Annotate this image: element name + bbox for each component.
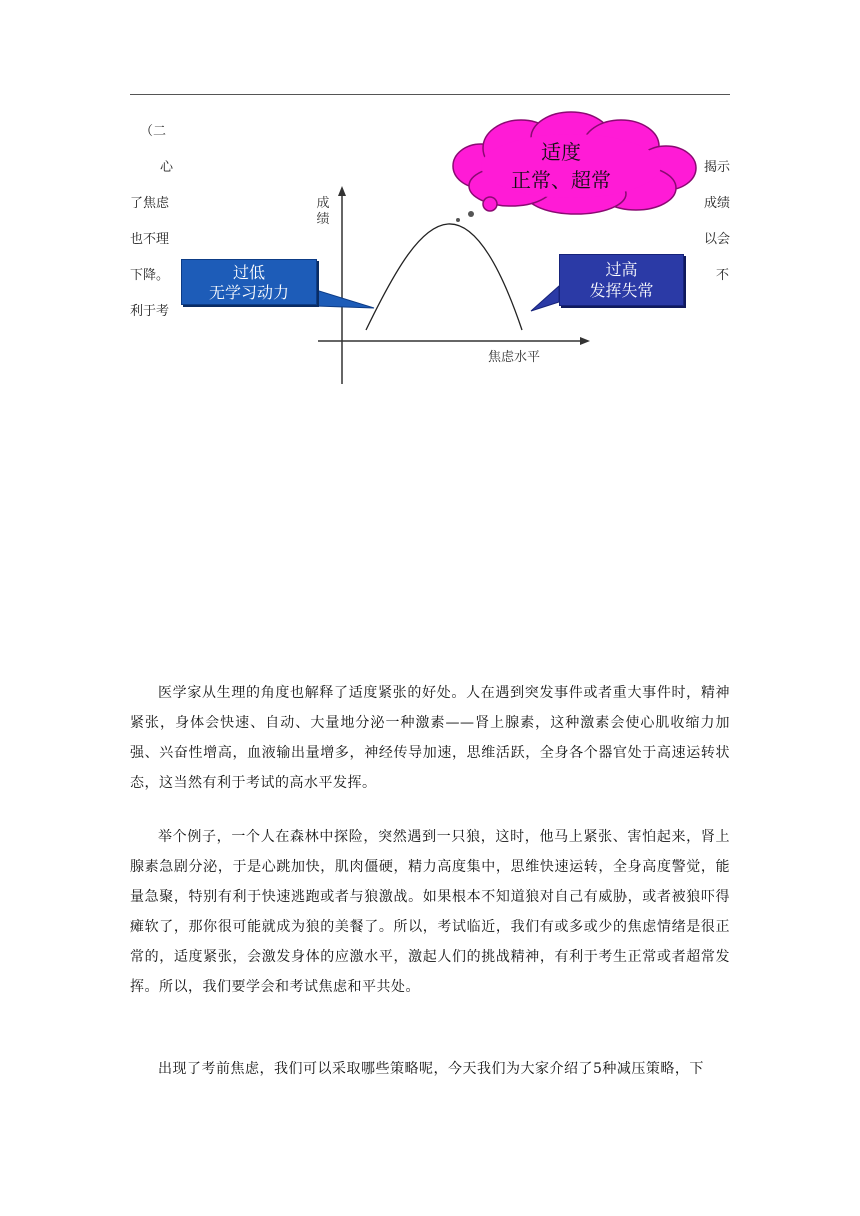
y-axis-label: 成绩 [316, 196, 330, 227]
thought-dot [456, 218, 460, 222]
underlying-text-fragment: 心 [160, 160, 174, 175]
underlying-text-fragment: 也不理 [130, 232, 170, 247]
low-box-pointer [316, 290, 374, 308]
anxiety-performance-figure [176, 108, 704, 392]
high-callout-desc: 发挥失常 [589, 281, 654, 300]
thought-dot [468, 211, 474, 217]
high-box-pointer [531, 286, 559, 311]
paragraph-wolf-example: 举个例子，一个人在森林中探险，突然遇到一只狼，这时，他马上紧张、害怕起来，肾上腺素急剧分泌，于是心跳加快，肌肉僵硬，精力高度集中，思维快速运转，全身高度警觉，能量急聚，特别有利于快速逃跑或者与狼激战。如果根本不知道狼对自己有威胁，或者被狼吓得瘫软了，那你很可能就成为狼的美餐了。所以，考试临近，我们有或多或少的焦虑情绪是很正常的，适度紧张，会激发身体的应激水平，激起人们的挑战精神，有利于考生正常或者超常发挥。所以，我们要学会和考试焦虑和平共处。 [130, 829, 730, 995]
performance-curve [366, 224, 522, 330]
underlying-text-fragment: （二 [140, 124, 167, 139]
cloud-desc: 正常、超常 [511, 168, 611, 192]
underlying-text-fragment: 揭示 [704, 160, 731, 175]
cloud-title: 适度 [541, 140, 581, 164]
underlying-text-fragment: 成绩 [704, 196, 731, 211]
underlying-text-fragment: 不 [716, 268, 730, 283]
high-callout-title: 过高 [605, 260, 638, 279]
low-callout-title: 过低 [232, 263, 265, 282]
header-rule [130, 94, 730, 95]
x-axis-arrow [580, 337, 590, 345]
peak-cloud-text [476, 138, 646, 194]
low-anxiety-callout [181, 259, 317, 305]
x-axis-label: 焦虑水平 [488, 350, 541, 365]
paragraph-strategies: 出现了考前焦虑，我们可以采取哪些策略呢，今天我们为大家介绍了5种减压策略，下 [158, 1061, 704, 1077]
underlying-text-fragment: 了焦虑 [130, 196, 170, 211]
y-axis-arrow [338, 186, 346, 196]
high-anxiety-callout [559, 254, 684, 306]
low-callout-desc: 无学习动力 [208, 283, 289, 302]
underlying-text-fragment: 以会 [704, 232, 731, 247]
underlying-text-fragment: 利于考 [130, 304, 170, 319]
paragraph-physiology: 医学家从生理的角度也解释了适度紧张的好处。人在遇到突发事件或者重大事件时，精神紧张，身体会快速、自动、大量地分泌一种激素——肾上腺素，这种激素会使心肌收缩力加强、兴奋性增高，血液输出量增多，神经传导加速，思维活跃，全身各个器官处于高速运转状态，这当然有利于考试的高水平发挥。 [130, 685, 730, 791]
underlying-text-fragment: 下降。 [130, 268, 170, 283]
